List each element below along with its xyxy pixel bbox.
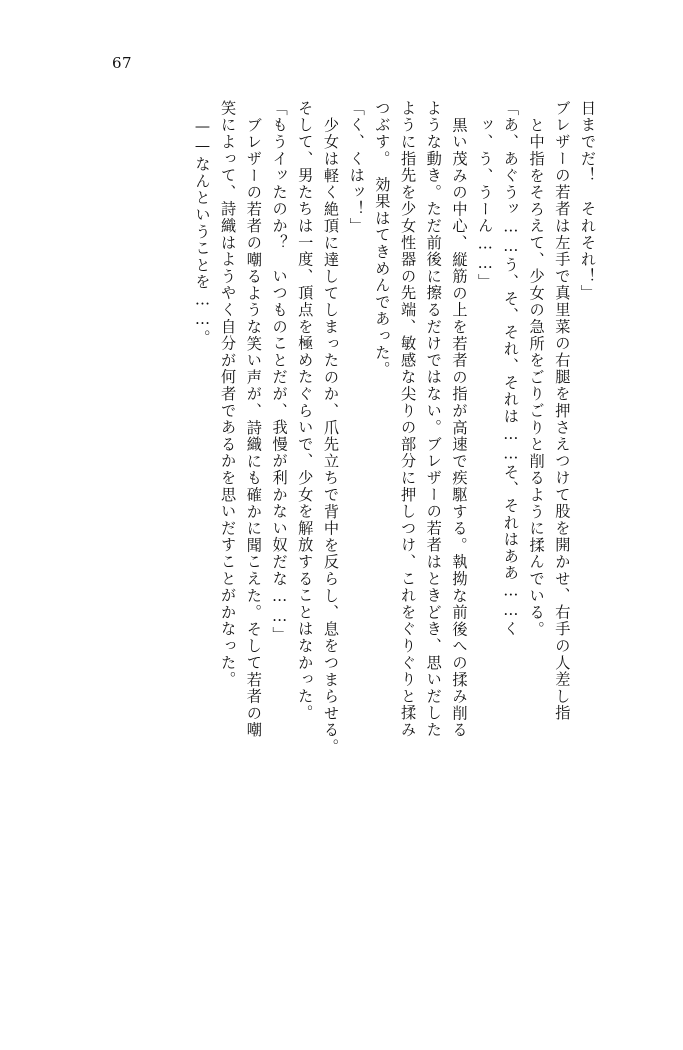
text-column: 「あ、あぐうッ……う、そ、それ、それは……そ、それはああ……く <box>501 100 520 638</box>
text-column: 日までだ！ それそれ！」 <box>579 100 597 302</box>
text-column: つぶす。 効果はてきめんであった。 <box>373 100 392 378</box>
text-column: ——なんということを……。 <box>193 117 212 347</box>
text-column: 少女は軽く絶頂に達してしまったのか、爪先立ちで背中を反らし、息をつまらせる。 <box>321 117 340 756</box>
vertical-text-block <box>75 100 595 930</box>
text-column: ブレザーの若者の嘲るような笑い声が、詩織にも確かに聞こえた。そして若者の嘲 <box>244 117 263 739</box>
text-column: 「く、くはッ！」 <box>347 100 366 235</box>
text-column: そして、男たちは一度、頂点を極めたぐらいで、少女を解放することはなかった。 <box>296 100 315 722</box>
text-column: ような動き。ただ前後に擦るだけではない。ブレザーの若者はときどき、思いだした <box>424 100 443 739</box>
text-column: ブレザーの若者は左手で真里菜の右腿を押さえつけて股を開かせ、右手の人差し指 <box>553 100 572 722</box>
page-number: 67 <box>112 54 133 72</box>
text-column: 「もうイッたのか？ いつものことだが、我慢が利かない奴だな……」 <box>270 100 289 644</box>
text-column: 黒い茂みの中心、縦筋の上を若者の指が高速で疾駆する。執拗な前後への揉み削る <box>450 117 469 739</box>
text-column: ッ、う、うーん……」 <box>476 117 495 291</box>
text-column: ように指先を少女性器の先端、敏感な尖りの部分に押しつけ、これをぐりぐりと揉み <box>399 100 418 739</box>
text-column: 笑によって、詩織はようやく自分が何者であるかを思いだすことがかなった。 <box>219 100 238 688</box>
text-column: と中指をそろえて、少女の急所をごりごりと削るように揉んでいる。 <box>527 117 546 638</box>
